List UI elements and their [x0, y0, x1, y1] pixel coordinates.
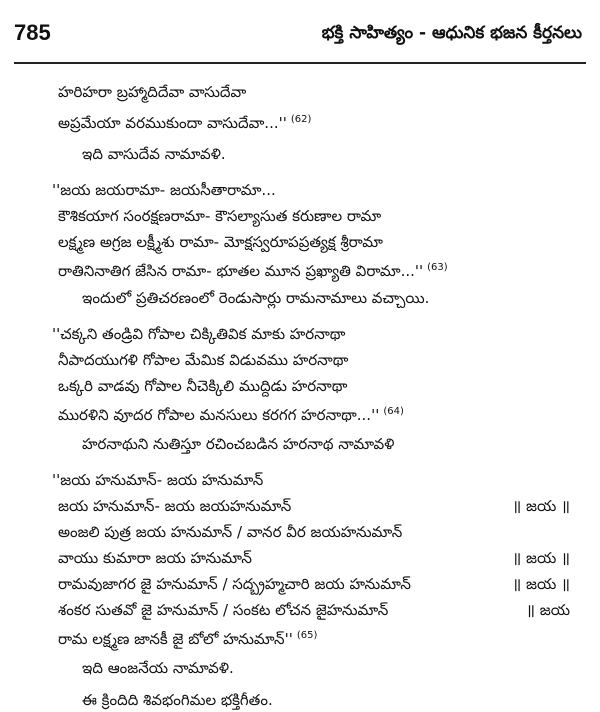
refrain-marker: ॥ జయ ॥	[512, 549, 570, 567]
footnote-ref: (63)	[427, 262, 448, 273]
commentary-line: హరనాథుని నుతిస్తూ రచించబడిన హరనాథ నామావళి	[82, 435, 395, 453]
commentary-line: ఇది వాసుదేవ నామావళి.	[82, 145, 226, 163]
verse-line: హరిహరా బ్రహ్మాదిదేవా వాసుదేవా	[58, 83, 247, 101]
verse-line: ''జయ హనుమాన్- జయ హనుమాన్	[52, 471, 264, 489]
commentary-line: ఈ క్రిందిది శివభంగిమల భక్తిగీతం.	[82, 691, 273, 709]
verse-line: శంకర సుతవో జై హనుమాన్ / సంకట లోచన జైహనుమాన్	[58, 601, 389, 619]
verse-line: ''చక్కని తండ్రివి గోపాల చిక్కితివిక మాకు హరనాథా	[52, 325, 346, 343]
verse-line: ఒక్కరి వాడవు గోపాల నీచెక్కిలి ముద్దిడు హరనాథా	[58, 377, 348, 395]
refrain-marker: ॥ జయ	[525, 601, 570, 619]
refrain-marker: ॥ జయ ॥	[512, 497, 570, 515]
verse-line: లక్ష్మణ అగ్రజ లక్ష్మీశు రామా- మోక్షస్వరూపప్రత్యక్ష శ్రీరామా	[58, 233, 383, 251]
verse-line: జయ హనుమాన్- జయ జయహనుమాన్	[58, 497, 292, 515]
verse-line: మురళిని వూదర గోపాల మనసులు కరగగ హరనాథా...'' $^{(64)}$	[58, 406, 404, 424]
verse-line: అప్రమేయా వరముకుందా వాసుదేవా...'' $^{(62)}$	[58, 114, 312, 132]
page-header	[14, 20, 586, 50]
footnote-ref: (65)	[296, 630, 318, 641]
verse-line: ''జయ జయరామా- జయసీతారామా...	[52, 181, 276, 199]
verse-line: రామ లక్ష్మణ జానకీ జై బోలో హనుమాన్'' $^{(65)}$	[58, 630, 318, 648]
header-rule	[14, 62, 586, 64]
verse-line: రాతినినాతిగ జేసిన రామా- భూతల మూన ప్రఖ్యాతి విరామా...'' $^{(63)}$	[58, 262, 448, 280]
verse-line: రామవుజాగర జై హనుమాన్ / సద్బ్రహ్మచారి జయ హనుమాన్	[58, 575, 411, 593]
page-number: 785	[14, 20, 51, 45]
footnote-ref: (64)	[383, 406, 404, 417]
commentary-line: ఇందులో ప్రతిచరణంలో రెండుసార్లు రామనామాలు వచ్చాయి.	[82, 289, 430, 307]
verse-line: కౌశికయాగ సంరక్షణరామా- కౌసల్యాసుత కరుణాల రామా	[58, 207, 382, 225]
verse-line: అంజలి పుత్ర జయ హనుమాన్ / వానర వీర జయహనుమాన్	[58, 523, 403, 541]
verse-line: నీపాదయుగళి గోపాల మేమిక విడువము హరనాథా	[58, 351, 349, 369]
running-title: భక్తి సాహిత్యం - ఆధునిక భజన కీర్తనలు	[321, 23, 582, 43]
refrain-marker: ॥ జయ ॥	[512, 575, 570, 593]
verse-line: వాయు కుమారా జయ హనుమాన్	[58, 549, 252, 567]
footnote-ref: (62)	[290, 114, 312, 125]
commentary-line: ఇది ఆంజనేయ నామావళి.	[82, 659, 234, 677]
